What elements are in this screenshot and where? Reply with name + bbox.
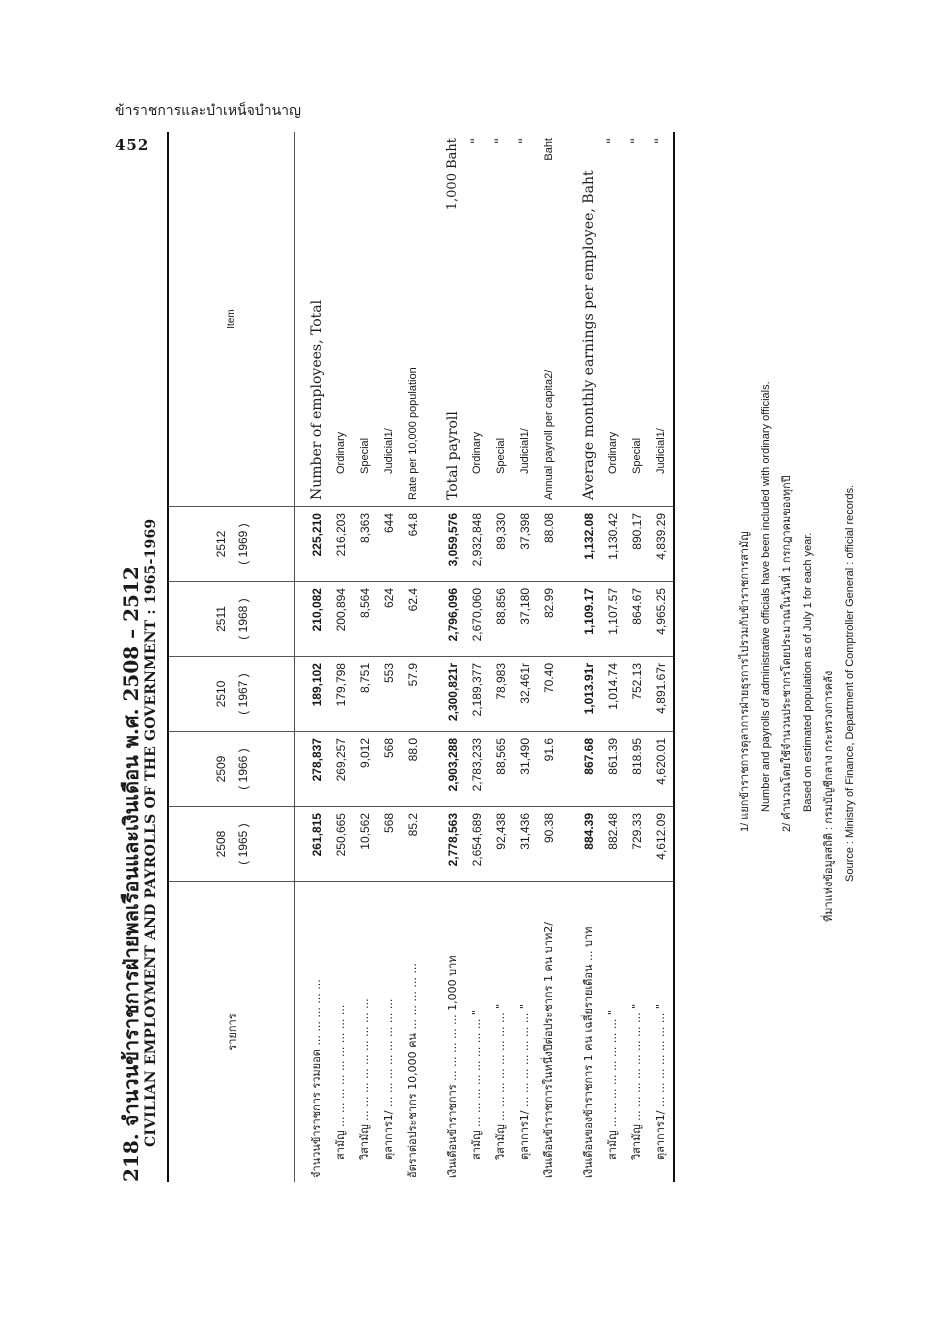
group-gap [425,132,441,500]
table-cell: 4,620.01 [654,738,668,785]
table-cell: 861.39 [606,738,620,775]
group-gap [425,807,441,881]
group-gap [425,507,441,581]
table-cell: 85.2 [406,813,420,837]
running-head-upright: ข้าราชการและบำเหน็จบำนาญ [115,103,301,119]
footnote-1-english: Number and payrolls of administrative officials have been included with ordinary officials. [760,381,772,812]
row-unit: " [517,138,532,144]
group-gap [561,732,577,806]
year-column [295,656,673,731]
group-gap [425,582,441,656]
table-cell: 4,965.25 [654,588,668,635]
year-be: 2511 [213,606,228,632]
thai-row-label: เงินเดือนของข้าราชการ 1 คน เฉลี่ยรายเดือน ... บาท [582,926,595,1178]
table-cell: 729.33 [630,813,644,850]
year-ce: ( 1968 ) [235,598,250,640]
english-label-column [295,132,673,506]
table-cell: 2,932,848 [470,513,484,567]
table-cell: 568 [382,738,396,759]
thai-row-label: วิสามัญ ... ... ... ... ... ... ... ... " [494,1003,507,1160]
table-cell: 82.99 [542,588,556,619]
table-cell: 78,983 [494,663,508,700]
table-cell: 88.0 [406,738,420,762]
header-year [169,656,294,731]
year-column [295,506,673,581]
footnote-2-english: Based on estimated population as of July 1 for each year. [802,532,814,812]
table-cell: 37,180 [518,588,532,625]
table-cell: 2,778,563 [446,813,460,867]
table-cell: 2,796,096 [446,588,460,642]
table-cell: 1,130.42 [606,513,620,560]
table-cell: 90.38 [542,813,556,844]
english-row [577,132,601,500]
header-year [169,581,294,656]
table-cell: 882.48 [606,813,620,850]
english-row [305,132,329,500]
english-row-label: Special [495,437,507,474]
table-cell: 4,839.29 [654,513,668,560]
english-row-label: Average monthly earnings per employee, Baht [581,170,597,500]
table-cell: 278,837 [310,738,324,782]
table-cell: 91.6 [542,738,556,762]
footnote-2-thai: 2/ คำนวณโดยใช้จำนวนประชากรโดยประมาณในวันที่ 1 กรกฎาคมของทุกปี [781,475,793,832]
table-cell: 92,438 [494,813,508,850]
table-cell: 867.68 [582,738,596,775]
table-cell: 1,107.57 [606,588,620,635]
row-unit: " [653,138,668,144]
table-cell: 210,082 [310,588,324,632]
rotated-page-content [95,112,885,1312]
thai-row-label: จำนวนข้าราชการ รวมยอด ... ... ... ... ... [310,979,323,1178]
table-cell: 2,300,821r [446,663,460,722]
english-row-label: Special [359,437,371,474]
table-cell: 88,565 [494,738,508,775]
english-row [537,132,561,500]
row-unit: Baht [543,138,555,161]
row-unit: " [629,138,644,144]
table-cell: 62.4 [406,588,420,612]
year-be: 2510 [213,680,228,708]
english-row-label: Rate per 10,000 population [407,367,419,500]
table-cell: 225,210 [310,513,324,557]
table-cell: 1,014.74 [606,663,620,710]
table-cell: 37,398 [518,513,532,550]
group-gap [561,657,577,731]
english-row [465,132,489,500]
thai-row-label: ตุลาการ1/ ... ... ... ... ... ... ... ... [382,998,395,1160]
table-cell: 4,612.09 [654,813,668,860]
group-gap [561,882,577,1182]
table-cell: 4,891.67r [654,663,668,714]
year-column [295,581,673,656]
table-cell: 2,654,689 [470,813,484,867]
table-cell: 2,783,233 [470,738,484,792]
title-thai-text: จำนวนข้าราชการฝ่ายพลเรือนและเงินเดือน พ.ศ. 2508 – 2512 [119,566,143,1127]
thai-row-label: สามัญ ... ... ... ... ... ... ... ... " [606,1010,619,1160]
table-cell: 1,013.91r [582,663,596,715]
table-cell: 89,330 [494,513,508,550]
table-cell: 884.39 [582,813,596,850]
english-row [625,132,649,500]
thai-row-label: วิสามัญ ... ... ... ... ... ... ... ... ... [358,998,371,1160]
table-cell: 644 [382,513,396,534]
english-row-label: Ordinary [471,431,483,474]
table-cell: 890.17 [630,513,644,550]
english-row [601,132,625,500]
table-cell: 2,189,377 [470,663,484,717]
year-ce: ( 1966 ) [235,748,250,790]
thai-row-label: ตุลาการ1/ ... ... ... ... ... ... ... " [518,1004,531,1160]
year-ce: ( 1969 ) [235,523,250,565]
english-row-label: Judicial1/ [383,428,395,474]
header-year [169,731,294,806]
thai-row-label: เงินเดือนข้าราชการ ... ... ... ... ... 1,000 บาท [446,955,459,1178]
row-unit: " [605,138,620,144]
footnotes [735,132,861,1182]
table-cell: 8,751 [358,663,372,694]
table-cell: 9,012 [358,738,372,769]
source-thai: ที่มาแห่งข้อมูลสถิติ : กรมบัญชีกลาง กระทรวงการคลัง [823,670,835,922]
year-be: 2508 [213,830,228,858]
english-row-label: Annual payroll per capita2/ [543,369,555,500]
header-year [169,506,294,581]
english-row [401,132,425,500]
group-gap [561,507,577,581]
table-cell: 3,059,576 [446,513,460,567]
thai-row-label: วิสามัญ ... ... ... ... ... ... ... ... " [630,1003,643,1160]
table-cell: 31,490 [518,738,532,775]
english-row-label: Judicial1/ [655,428,667,474]
group-gap [425,732,441,806]
english-row-label: Number of employees, Total [309,299,325,500]
row-unit: " [493,138,508,144]
group-gap [425,882,441,1182]
table-cell: 818.95 [630,738,644,775]
table-cell: 250,665 [334,813,348,857]
table-cell: 261,815 [310,813,324,857]
year-column [295,731,673,806]
table-cell: 269,257 [334,738,348,782]
table-cell: 568 [382,813,396,834]
year-ce: ( 1967 ) [235,673,250,715]
table-cell: 31,436 [518,813,532,850]
table-cell: 752.13 [630,663,644,700]
table-cell: 70.40 [542,663,556,694]
table-cell: 189,102 [310,663,324,707]
english-row [441,132,465,500]
data-table [167,132,675,1182]
english-row-label: Total payroll [445,411,461,500]
english-row [353,132,377,500]
table-cell: 88,856 [494,588,508,625]
header-english-item: Item [226,309,237,329]
table-cell: 8,564 [358,588,372,619]
thai-row-label: สามัญ ... ... ... ... ... ... ... ... ... [334,1004,347,1160]
table-cell: 8,363 [358,513,372,544]
table-cell: 88.08 [542,513,556,544]
thai-row-label: เงินเดือนข้าราชการในหนึ่งปีต่อประชากร 1 คน บาท2/ [542,922,555,1178]
table-cell: 179,798 [334,663,348,707]
table-cell: 864.67 [630,588,644,625]
header-thai-item: รายการ [169,881,294,1182]
english-row [329,132,353,500]
table-cell: 64.8 [406,513,420,537]
table-cell: 10,562 [358,813,372,850]
table-header [169,132,295,1182]
year-ce: ( 1965 ) [235,823,250,865]
year-column [295,806,673,881]
group-gap [425,657,441,731]
english-row [513,132,537,500]
table-cell: 57.9 [406,663,420,687]
header-year [169,806,294,881]
table-number: 218. [119,1133,143,1182]
thai-row-label: ตุลาการ1/ ... ... ... ... ... ... ... " [654,1004,667,1160]
table-cell: 624 [382,588,396,609]
row-unit: " [469,138,484,144]
english-row-label: Special [631,437,643,474]
thai-label-column [295,881,673,1182]
year-be: 2509 [213,755,228,783]
thai-row-label: สามัญ ... ... ... ... ... ... ... ... " [470,1010,483,1160]
table-cell: 2,903,288 [446,738,460,792]
table-cell: 216,203 [334,513,348,557]
table-cell: 200,894 [334,588,348,632]
page-number: 452 [115,136,150,154]
thai-row-label: อัตราต่อประชากร 10,000 คน ... ... ... ... ... [406,963,419,1178]
group-gap [561,132,577,500]
group-gap [561,807,577,881]
english-row-label: Ordinary [607,431,619,474]
english-row-label: Ordinary [335,431,347,474]
table-cell: 1,109.17 [582,588,596,635]
table-cell: 1,132.08 [582,513,596,560]
english-row [377,132,401,500]
table-body [295,132,673,1182]
table-title-english: CIVILIAN EMPLOYMENT AND PAYROLLS OF THE GOVERNMENT : 1965-1969 [143,518,159,1147]
english-row [649,132,673,500]
source-english: Source : Ministry of Finance, Department of Comptroller General : official records. [844,484,856,882]
row-unit: 1,000 Baht [445,138,460,211]
table-cell: 2,670,060 [470,588,484,642]
table-cell: 32,461r [518,663,532,704]
group-gap [561,582,577,656]
english-row [489,132,513,500]
footnote-1-thai: 1/ แยกข้าราชการตุลาการฝ่ายธุรการไปรวมกับข้าราชการสามัญ [739,531,751,832]
english-row-label: Judicial1/ [519,428,531,474]
year-be: 2512 [213,530,228,558]
table-cell: 553 [382,663,396,684]
